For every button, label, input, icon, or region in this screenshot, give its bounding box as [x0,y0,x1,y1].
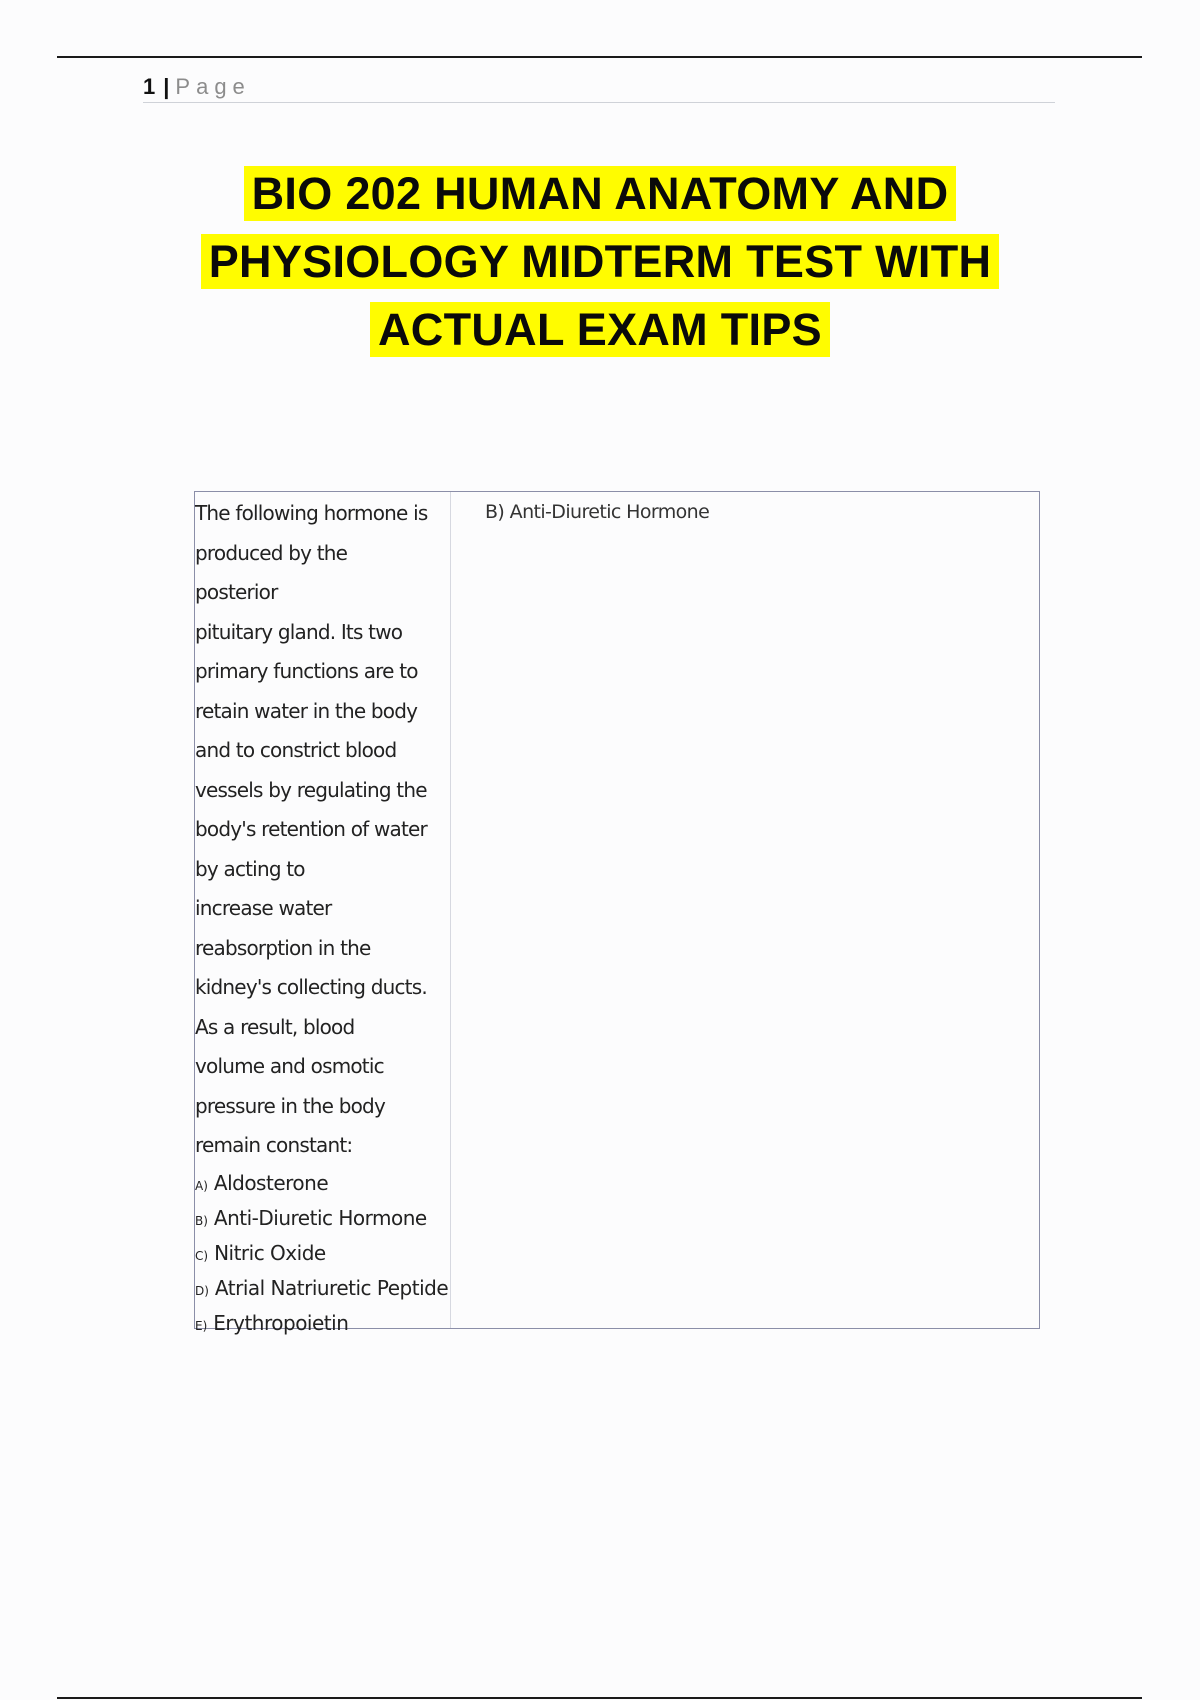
title-line-3: ACTUAL EXAM TIPS [370,302,830,357]
page-separator: | [163,74,170,99]
question-line: volume and osmotic [195,1054,384,1078]
question-line: pituitary gland. Its two [195,619,403,644]
option-letter: C) [195,1248,209,1263]
question-line: body's retention of water [195,817,427,841]
question-line: vessels by regulating the [195,777,427,802]
title-line-2: PHYSIOLOGY MIDTERM TEST WITH [201,234,1000,289]
question-line: produced by the [195,540,348,565]
option-text: Anti-Diuretic Hormone [213,1205,427,1230]
document-title [120,160,1080,364]
option-letter: B) [195,1213,208,1228]
option-a [195,1166,450,1201]
option-c [195,1236,450,1271]
question-line: retain water in the body [195,698,418,723]
page-header [143,72,1055,103]
option-letter: E) [195,1318,208,1333]
option-e [195,1306,450,1341]
question-line: and to constrict blood [195,738,397,762]
question-line: kidney's collecting ducts. [195,975,427,999]
question-line: pressure in the body [195,1093,385,1118]
question-line: posterior [195,580,278,604]
answer-text: B) Anti-Diuretic Hormone [485,501,710,523]
bottom-rule [57,1697,1142,1699]
question-line: remain constant: [195,1133,353,1157]
question-answer-table [194,491,1040,1335]
option-d [195,1271,450,1306]
answer-cell [451,492,1039,1328]
top-rule [57,56,1142,58]
question-cell [195,492,451,1335]
question-line: by acting to [195,856,305,881]
option-text: Aldosterone [213,1170,329,1195]
option-text: Erythropoietin [213,1310,349,1335]
question-line: The following hormone is [195,501,428,525]
answer-options [195,1166,450,1341]
option-b [195,1201,450,1236]
question-line: primary functions are to [195,659,418,683]
question-line: reabsorption in the [195,935,371,960]
page-label: Page [175,74,251,99]
question-line: As a result, blood [195,1014,355,1039]
option-letter: A) [195,1178,208,1193]
page-number: 1 [143,74,156,99]
option-text: Nitric Oxide [214,1240,326,1265]
question-line: increase water [195,896,332,920]
title-line-1: BIO 202 HUMAN ANATOMY AND [244,166,957,221]
option-letter: D) [195,1283,209,1298]
option-text: Atrial Natriuretic Peptide [214,1275,449,1300]
